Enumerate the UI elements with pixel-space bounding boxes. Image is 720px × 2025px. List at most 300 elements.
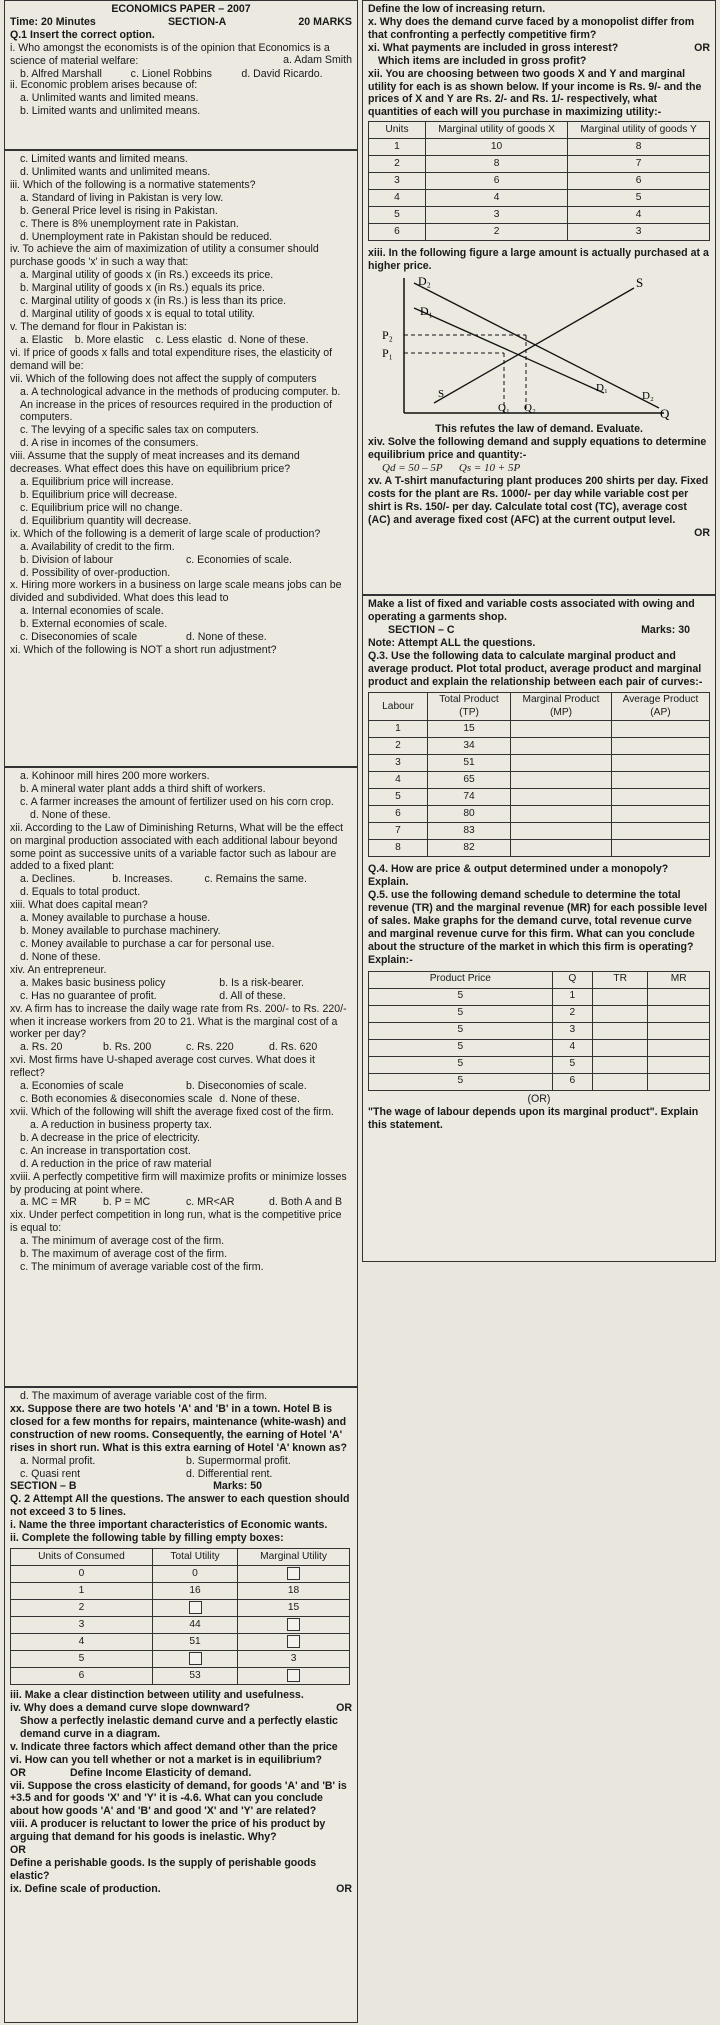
table-cell: 80	[428, 806, 511, 823]
table-cell: 51	[428, 755, 511, 772]
table-cell	[611, 840, 709, 857]
q3: Q.3. Use the following data to calculate marginal product and average product. Plot total product, average product and marginal product and explain the relationship between each pair of curves:-	[368, 649, 703, 688]
rev-table-body	[369, 988, 710, 1090]
left-column	[4, 0, 358, 2023]
q1-iii-c: c. There is 8% unemployment rate in Pakistan.	[20, 217, 239, 230]
q1-xx-b: b. Supermormal profit.	[186, 1454, 291, 1467]
right-top-line: Define the low of increasing return.	[368, 3, 546, 15]
q1-xv-c: c. Rs. 220	[186, 1041, 234, 1054]
table-cell	[611, 806, 709, 823]
table-cell	[511, 755, 612, 772]
section-b-marks: Marks: 50	[213, 1480, 262, 1493]
mu-table-header: Marginal utility of goods X	[426, 122, 568, 139]
q1-xvii-b: b. A decrease in the price of electricity.	[20, 1131, 200, 1144]
table-cell: 5	[552, 1056, 592, 1073]
section-label: SECTION-A	[167, 15, 227, 28]
tp-table-header: Average Product (AP)	[611, 693, 709, 721]
q1-iv-b: b. Marginal utility of goods x (in Rs.) equals its price.	[20, 282, 265, 295]
table-cell	[648, 1039, 710, 1056]
table-row	[369, 1039, 710, 1056]
table-row	[11, 1600, 350, 1617]
table-cell: 5	[369, 988, 553, 1005]
q2-title: Q. 2 Attempt All the questions. The answer to each question should not exceed 3 to 5 lines.	[10, 1493, 350, 1519]
table-cell: 1	[552, 988, 592, 1005]
tp-table-header: Marginal Product (MP)	[511, 693, 612, 721]
section-c-marks: Marks: 30	[641, 623, 690, 636]
q2-xii: xii. You are choosing between two goods X and Y and marginal utility for each is as shown below. If your income is Rs. 9/- and the prices of X and Y are Rs. 2/- and Rs. 1/- respectively, what quantities of each will you purchase in maximizing utility:-	[368, 67, 702, 119]
q1-xi-d: d. None of these.	[30, 808, 111, 821]
q1-xix-a: a. The minimum of average cost of the firm.	[20, 1235, 225, 1248]
table-cell: 5	[11, 1651, 153, 1668]
table-cell	[611, 772, 709, 789]
q1-viii-b: b. Equilibrium price will decrease.	[20, 488, 178, 501]
table-cell: 8	[426, 156, 568, 173]
q1-xix-c: c. The minimum of average variable cost of the firm.	[20, 1261, 264, 1274]
q2-xi: xi. What payments are included in gross interest?	[368, 41, 619, 54]
table-row	[369, 840, 710, 857]
tp-table-body	[369, 721, 710, 857]
q1-vi-text: vi. If price of goods x falls and total expenditure rises, the elasticity of demand will be:	[10, 346, 333, 372]
q2-xi-or-text: Which items are included in gross profit?	[378, 54, 587, 67]
table-cell: 0	[152, 1566, 237, 1583]
table-cell: 2	[552, 1005, 592, 1022]
table-cell: 5	[369, 207, 426, 224]
table-row	[369, 721, 710, 738]
empty-answer-box[interactable]	[287, 1618, 300, 1631]
table-cell	[611, 721, 709, 738]
q1-xvii-text: xvii. Which of the following will shift the average fixed cost of the firm.	[10, 1105, 334, 1118]
q1-xii-c: c. Remains the same.	[204, 873, 307, 886]
q2-xiii: xiii. In the following figure a large amount is actually purchased at a higher price.	[368, 247, 709, 273]
table-cell: 15	[238, 1600, 350, 1617]
table-row	[369, 156, 710, 173]
q1-xiv-c: c. Has no guarantee of profit.	[20, 989, 157, 1002]
paper-title: ECONOMICS PAPER – 2007	[111, 3, 251, 15]
table-row	[369, 207, 710, 224]
revenue-table	[368, 971, 710, 1091]
demand-supply-figure	[374, 273, 674, 423]
q1-viii-d: d. Equilibrium quantity will decrease.	[20, 514, 192, 527]
table-cell: 3	[568, 224, 710, 241]
table-cell: 7	[568, 156, 710, 173]
q1-xviii-c: c. MR<AR	[186, 1196, 235, 1209]
q5-or: (OR)	[527, 1092, 551, 1105]
section-c-header	[368, 624, 710, 637]
q1-title: Q.1 Insert the correct option.	[10, 28, 155, 41]
table-cell: 2	[11, 1600, 153, 1617]
q1-xvi-a: a. Economies of scale	[20, 1080, 124, 1093]
table-row	[369, 789, 710, 806]
q1-x-b: b. External economies of scale.	[20, 618, 168, 631]
q1-x-text: x. Hiring more workers in a business on large scale means jobs can be divided and subdivided. What does this lead to	[10, 579, 342, 605]
table-row	[369, 738, 710, 755]
q1-xvii-d: d. A reduction in the price of raw material	[20, 1157, 212, 1170]
table-cell: 6	[369, 224, 426, 241]
table-cell: 5	[369, 1005, 553, 1022]
q1-xix-b: b. The maximum of average cost of the firm.	[20, 1248, 228, 1261]
table-cell: 4	[369, 190, 426, 207]
q2-xv-or-text: Make a list of fixed and variable costs associated with owing and operating a garments shop.	[368, 598, 695, 623]
q1-xviii-b: b. P = MC	[103, 1196, 151, 1209]
section-a-block-2	[4, 150, 358, 767]
label-s-start: S	[438, 388, 445, 401]
equations: Qd = 50 – 5P Qs = 10 + 5P	[382, 461, 521, 474]
table-cell: 65	[428, 772, 511, 789]
q1-xvi-row2	[10, 1093, 352, 1106]
q1-xix-text: xix. Under perfect competition in long run, what is the competitive price is equal to:	[10, 1209, 342, 1235]
table-cell	[592, 1005, 647, 1022]
q1-xv-text: xv. A firm has to increase the daily wage rate from Rs. 200/- to Rs. 220/- when it increase workers from 20 to 21. What is the marginal cost of a worker per day?	[10, 1002, 347, 1041]
q1-xiii-a: a. Money available to purchase a house.	[20, 912, 211, 925]
paper-header-row	[10, 16, 352, 29]
q1-ix-d: d. Possibility of over-production.	[20, 566, 171, 579]
q1-xvi-d: d. None of these.	[219, 1093, 300, 1106]
table-cell	[511, 789, 612, 806]
table-cell: 74	[428, 789, 511, 806]
empty-answer-box[interactable]	[287, 1669, 300, 1682]
table-cell	[592, 1022, 647, 1039]
table-cell: 51	[152, 1634, 237, 1651]
q1-i-c: c. Lionel Robbins	[130, 67, 212, 80]
q1-xii-a: a. Declines.	[20, 873, 76, 886]
table-cell: 5	[369, 1073, 553, 1090]
table-cell: 3	[11, 1617, 153, 1634]
table-cell: 4	[426, 190, 568, 207]
q1-xiv-a: a. Makes basic business policy	[20, 976, 166, 989]
empty-answer-box[interactable]	[189, 1601, 202, 1614]
q1-ii-c: c. Limited wants and limited means.	[20, 153, 188, 165]
table-row	[11, 1651, 350, 1668]
table-cell	[648, 1056, 710, 1073]
table-row	[11, 1617, 350, 1634]
q1-i-b: b. Alfred Marshall	[20, 67, 102, 80]
q2-vi-or-label: OR	[10, 1766, 26, 1779]
table-cell: 16	[152, 1583, 237, 1600]
q1-xii-d: d. Equals to total product.	[20, 886, 141, 899]
table-cell: 2	[369, 738, 428, 755]
q2-xiii-tail: This refutes the law of demand. Evaluate.	[435, 423, 643, 436]
q1-xviii-a: a. MC = MR	[20, 1196, 77, 1209]
table-cell	[592, 1073, 647, 1090]
q2-iv-row	[10, 1702, 352, 1715]
right-column	[362, 0, 716, 1262]
table-cell	[152, 1600, 237, 1617]
table-cell: 4	[568, 207, 710, 224]
table-cell	[152, 1651, 237, 1668]
q2-vi-or: Define Income Elasticity of demand.	[70, 1766, 252, 1779]
label-q: Q	[660, 406, 670, 422]
section-a-block-1	[4, 0, 358, 150]
table-row	[369, 139, 710, 156]
section-a-b-block-4	[4, 1387, 358, 2023]
table-cell	[648, 1005, 710, 1022]
mu-table-body	[369, 139, 710, 241]
q2-vi-or-row	[10, 1767, 352, 1780]
q1-ix-row	[10, 554, 352, 567]
q2-viii-or: Define a perishable goods. Is the supply of perishable goods elastic?	[10, 1857, 317, 1882]
q1-xiii-b: b. Money available to purchase machinery.	[20, 925, 221, 938]
time-label: Time: 20 Minutes	[10, 15, 96, 28]
table-cell: 53	[152, 1668, 237, 1685]
q1-xv-b: b. Rs. 200	[103, 1041, 152, 1054]
q2-xv: xv. A T-shirt manufacturing plant produces 200 shirts per day. Fixed costs for the plant are Rs. 1000/- per day while variable cost per shirt is Rs. 150/- per day. Calculate total cost (TC), average cost (AC) and average fixed cost (AFC) at the current output level.	[368, 475, 709, 527]
table-cell	[648, 1073, 710, 1090]
q1-xvii-c: c. An increase in transportation cost.	[20, 1144, 191, 1157]
q2-xi-or: OR	[694, 41, 710, 54]
q1-i-text: i. Who amongst the economists is of the opinion that Economics is a science of material welfare:	[10, 41, 330, 67]
q1-x-c: c. Diseconomies of scale	[20, 631, 138, 644]
q1-viii-c: c. Equilibrium price will no change.	[20, 501, 183, 514]
label-p1: P₁	[382, 346, 393, 361]
q4: Q.4. How are price & output determined under a monopoly? Explain.	[368, 863, 669, 889]
table-cell: 5	[369, 1039, 553, 1056]
table-cell: 44	[152, 1617, 237, 1634]
q2-vi: vi. How can you tell whether or not a market is in equilibrium?	[10, 1753, 322, 1766]
q1-iii-text: iii. Which of the following is a normative statements?	[10, 178, 256, 191]
tp-table-header: Total Product (TP)	[428, 693, 511, 721]
table-cell	[611, 823, 709, 840]
q1-xx-c: c. Quasi rent	[20, 1467, 81, 1480]
q1-xii-b: b. Increases.	[112, 873, 173, 886]
table-row	[369, 173, 710, 190]
table-cell: 8	[369, 840, 428, 857]
table-cell	[611, 738, 709, 755]
label-p2: P₂	[382, 328, 393, 343]
table-row	[369, 772, 710, 789]
q1-x-a: a. Internal economies of scale.	[20, 605, 164, 618]
table-cell: 6	[568, 173, 710, 190]
table-cell: 6	[11, 1668, 153, 1685]
section-b-title: SECTION – B	[10, 1480, 77, 1493]
table-cell: 1	[369, 721, 428, 738]
table-cell: 3	[369, 755, 428, 772]
table-cell: 15	[428, 721, 511, 738]
q1-viii-a: a. Equilibrium price will increase.	[20, 476, 174, 489]
q1-vii-c: c. The levying of a specific sales tax on computers.	[20, 424, 259, 437]
q1-ii-d: d. Unlimited wants and unlimited means.	[20, 165, 211, 178]
marginal-utility-table	[368, 121, 710, 241]
label-q1: Q₁	[498, 402, 510, 415]
table-cell	[592, 1039, 647, 1056]
q1-ii-b: b. Limited wants and unlimited means.	[20, 105, 201, 118]
q1-xi-a: a. Kohinoor mill hires 200 more workers.	[20, 770, 210, 782]
marks-label: 20 MARKS	[298, 15, 352, 28]
table-row	[369, 1022, 710, 1039]
table-row	[369, 1005, 710, 1022]
table-cell	[238, 1617, 350, 1634]
table-cell: 6	[369, 806, 428, 823]
q1-xi-b: b. A mineral water plant adds a third shift of workers.	[20, 782, 266, 795]
q2-i: i. Name the three important characteristics of Economic wants.	[10, 1519, 328, 1532]
table-cell: 2	[426, 224, 568, 241]
total-product-table	[368, 692, 710, 857]
q1-xx-row1	[10, 1455, 352, 1468]
table-cell	[648, 988, 710, 1005]
q1-xiii-d: d. None of these.	[20, 950, 101, 963]
section-c-title: SECTION – C	[388, 623, 455, 636]
q1-ix-c: c. Economies of scale.	[186, 553, 292, 566]
q2-viii-or-row	[10, 1844, 352, 1857]
q1-iii-d: d. Unemployment rate in Pakistan should be reduced.	[20, 230, 273, 243]
empty-answer-box[interactable]	[189, 1652, 202, 1665]
q1-xv-d: d. Rs. 620	[269, 1041, 318, 1054]
q2-xi-row	[368, 42, 710, 55]
q1-ii-a: a. Unlimited wants and limited means.	[20, 92, 199, 105]
q1-xix-d: d. The maximum of average variable cost of the firm.	[20, 1390, 268, 1402]
rev-table-header: Product Price	[369, 971, 553, 988]
q1-i-a: a. Adam Smith	[283, 53, 352, 66]
q1-xii-text: xii. According to the Law of Diminishing Returns, What will be the effect on marginal production associated with each additional labour beyond some point as successive units of a variable factor such as labour are added to a fixed plant:	[10, 821, 344, 873]
q5-or-text: "The wage of labour depends upon its marginal product". Explain this statement.	[368, 1105, 699, 1131]
q2-v: v. Indicate three factors which affect demand other than the price	[10, 1740, 338, 1753]
q2-x: x. Why does the demand curve faced by a monopolist differ from that confronting a perfectly competitive firm?	[368, 15, 695, 41]
q2-xiv: xiv. Solve the following demand and supply equations to determine equilibrium price and quantity:-	[368, 436, 707, 461]
q1-v-text: v. The demand for flour in Pakistan is:	[10, 320, 187, 333]
q1-xiv-b: b. Is a risk-bearer.	[219, 976, 304, 989]
utility-table-header: Units of Consumed	[11, 1549, 153, 1566]
table-cell	[611, 755, 709, 772]
q2-ix-row	[10, 1883, 352, 1896]
table-row	[11, 1566, 350, 1583]
q1-xviii-text: xviii. A perfectly competitive firm will maximize profits or minimize losses by producing at point where.	[10, 1170, 347, 1196]
q1-iii-a: a. Standard of living in Pakistan is very low.	[20, 191, 224, 204]
q1-v-options: a. Elastic b. More elastic c. Less elastic d. None of these.	[20, 333, 309, 346]
q1-vii-text: vii. Which of the following does not affect the supply of computers	[10, 372, 317, 385]
table-cell: 5	[369, 1022, 553, 1039]
table-cell	[238, 1566, 350, 1583]
q1-xx-text: xx. Suppose there are two hotels 'A' and 'B' in a town. Hotel B is closed for a few months for repairs, maintenance (white-wash) and construction of new rooms. Consequently, the earning of Hotel 'A' rises in short run. What is this extra earning of Hotel 'A' known as?	[10, 1402, 348, 1454]
table-cell: 4	[552, 1039, 592, 1056]
table-row	[369, 806, 710, 823]
q1-xiv-text: xiv. An entrepreneur.	[10, 963, 107, 976]
q1-iv-text: iv. To achieve the aim of maximization of utility a consumer should purchase goods 'x' in such a way that:	[10, 243, 319, 269]
mu-table-header: Units	[369, 122, 426, 139]
q1-xii-row	[10, 873, 352, 886]
rev-table-header: MR	[648, 971, 710, 988]
table-cell: 34	[428, 738, 511, 755]
q1-xvi-c: c. Both economies & diseconomies scale	[20, 1093, 213, 1106]
q2-iv-or: OR	[336, 1701, 352, 1714]
table-cell	[511, 806, 612, 823]
table-cell: 3	[426, 207, 568, 224]
table-row	[369, 190, 710, 207]
table-cell: 4	[11, 1634, 153, 1651]
q1-xi-c: c. A farmer increases the amount of fertilizer used on his corn crop.	[20, 795, 334, 808]
q1-xviii-row	[10, 1196, 352, 1209]
q1-xiv-d: d. All of these.	[219, 989, 286, 1002]
table-cell: 82	[428, 840, 511, 857]
q1-xi-text: xi. Which of the following is NOT a short run adjustment?	[10, 644, 277, 657]
q1-vii-d: d. A rise in incomes of the consumers.	[20, 437, 199, 450]
rev-table-header: TR	[592, 971, 647, 988]
table-cell: 6	[426, 173, 568, 190]
q1-viii-text: viii. Assume that the supply of meat increases and its demand decreases. What effect does this have on equilibrium price?	[10, 450, 300, 476]
q2-vii: vii. Suppose the cross elasticity of demand, for goods 'A' and 'B' is +3.5 and for goods 'X' and 'Y' it is -4.6. What can you conclude about how goods 'A' and 'B' and good 'X' and 'Y' are related?	[10, 1779, 347, 1818]
table-cell: 83	[428, 823, 511, 840]
table-row	[369, 823, 710, 840]
q1-xvi-b: b. Diseconomies of scale.	[186, 1080, 307, 1093]
table-cell: 7	[369, 823, 428, 840]
table-cell	[511, 840, 612, 857]
table-cell: 8	[568, 139, 710, 156]
table-cell	[611, 789, 709, 806]
q1-vii-a: a. A technological advance in the methods of producing computer. b. An increase in the prices of resources required in the production of computers.	[20, 385, 341, 424]
table-cell: 4	[369, 772, 428, 789]
q1-ii-text: ii. Economic problem arises because of:	[10, 79, 198, 92]
table-cell	[238, 1668, 350, 1685]
table-cell: 1	[369, 139, 426, 156]
q1-ix-text: ix. Which of the following is a demerit of large scale of production?	[10, 527, 321, 540]
table-row	[369, 755, 710, 772]
right-block-2	[362, 595, 716, 1262]
q2-iii: iii. Make a clear distinction between utility and usefulness.	[10, 1689, 304, 1702]
table-cell: 5	[369, 1056, 553, 1073]
table-cell: 3	[369, 173, 426, 190]
q5: Q.5. use the following demand schedule to determine the total revenue (TR) and the marginal revenue (MR) for each possible level of sales. Make graphs for the demand curve, total revenue curve and marginal revenue curve for this firm. What can you conclude about the structure of the market in which this firm is operating? Explain:-	[368, 889, 708, 966]
demand-curve-d2	[414, 283, 659, 408]
utility-table-body	[11, 1566, 350, 1685]
table-cell	[511, 738, 612, 755]
right-block-1	[362, 0, 716, 595]
table-cell: 3	[238, 1651, 350, 1668]
table-cell	[648, 1022, 710, 1039]
label-d1-end: D₁	[596, 382, 608, 395]
table-cell	[511, 721, 612, 738]
table-cell: 3	[552, 1022, 592, 1039]
table-cell: 0	[11, 1566, 153, 1583]
table-cell: 18	[238, 1583, 350, 1600]
label-d2: D₂	[418, 274, 431, 289]
q1-xvii-a: a. A reduction in business property tax.	[30, 1118, 212, 1131]
table-cell: 5	[369, 789, 428, 806]
utility-table	[10, 1548, 350, 1685]
table-row	[369, 1073, 710, 1090]
q1-i-d: d. David Ricardo.	[241, 67, 323, 80]
q1-xiii-c: c. Money available to purchase a car for personal use.	[20, 937, 275, 950]
empty-answer-box[interactable]	[287, 1635, 300, 1648]
rev-table-header: Q	[552, 971, 592, 988]
section-b-header	[10, 1480, 352, 1493]
q1-iii-b: b. General Price level is rising in Pakistan.	[20, 204, 218, 217]
section-c-note: Note: Attempt ALL the questions.	[368, 636, 536, 649]
q1-xv-a: a. Rs. 20	[20, 1041, 63, 1054]
table-cell	[511, 823, 612, 840]
q2-ix-or: OR	[336, 1882, 352, 1895]
table-row	[369, 1056, 710, 1073]
label-s: S	[636, 275, 644, 291]
q1-x-d: d. None of these.	[186, 631, 267, 644]
table-cell	[592, 1056, 647, 1073]
table-cell: 10	[426, 139, 568, 156]
q1-xiv-row1	[10, 977, 352, 990]
utility-table-header: Marginal Utility	[238, 1549, 350, 1566]
table-row	[11, 1668, 350, 1685]
q1-iv-a: a. Marginal utility of goods x (in Rs.) exceeds its price.	[20, 269, 274, 282]
empty-answer-box[interactable]	[287, 1567, 300, 1580]
table-row	[11, 1583, 350, 1600]
q1-ix-a: a. Availability of credit to the firm.	[20, 540, 175, 553]
demand-curve-d1	[414, 308, 604, 393]
label-d2-end: D₂	[642, 390, 654, 403]
q1-xiv-row2	[10, 990, 352, 1003]
q1-x-row	[10, 631, 352, 644]
q1-xx-a: a. Normal profit.	[20, 1454, 96, 1467]
q1-xvi-row1	[10, 1080, 352, 1093]
q1-xviii-d: d. Both A and B	[269, 1196, 343, 1209]
table-row	[11, 1634, 350, 1651]
mu-table-header: Marginal utility of goods Y	[568, 122, 710, 139]
q2-viii: viii. A producer is reluctant to lower the price of his product by arguing that demand for his goods is inelastic. Why?	[10, 1818, 326, 1844]
